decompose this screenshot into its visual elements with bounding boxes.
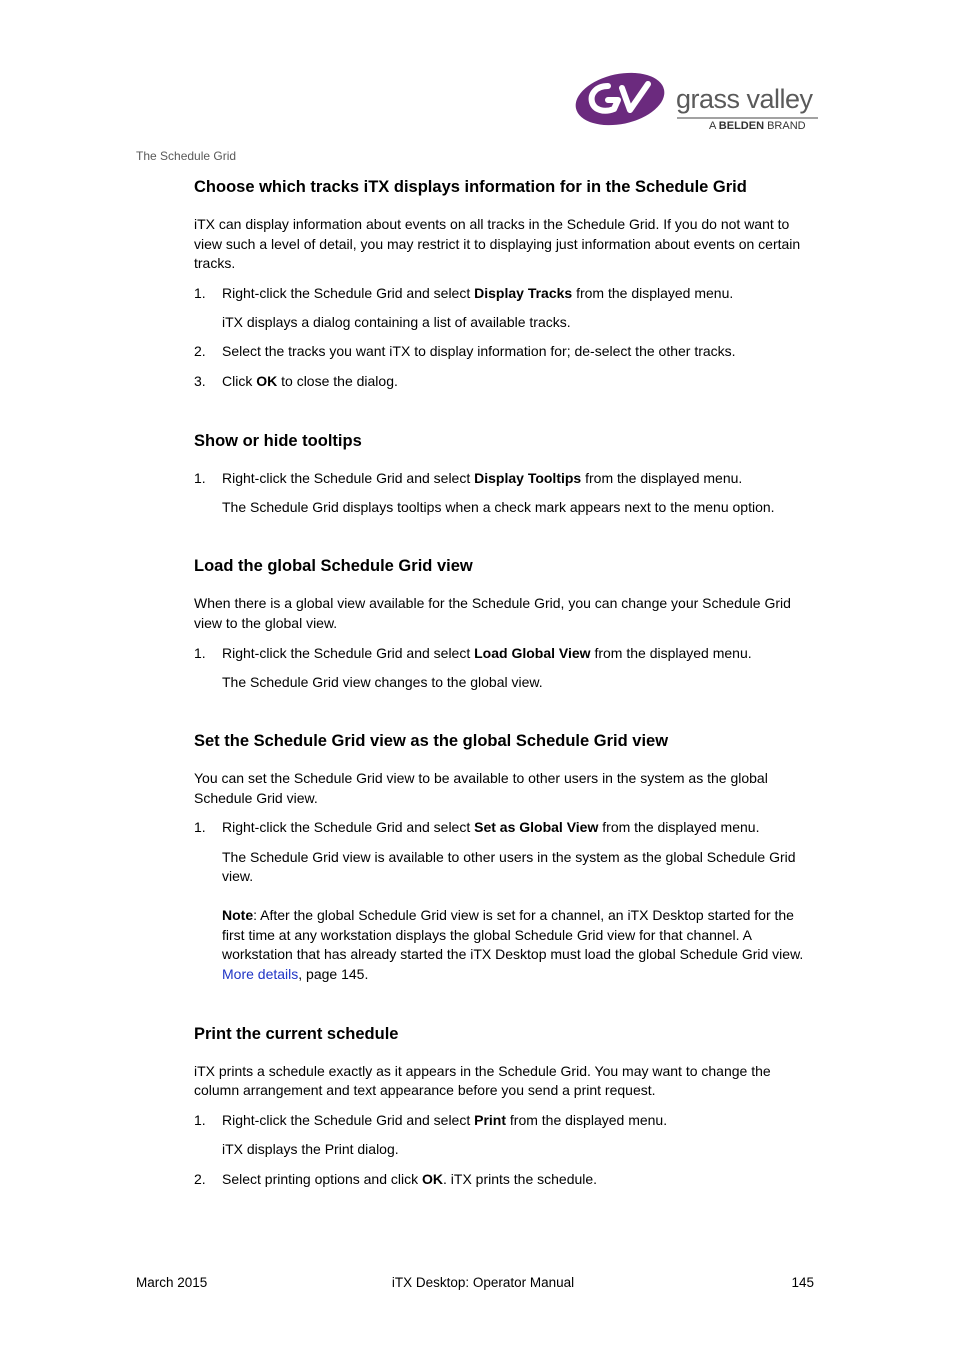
- menu-option-set-as-global-view: Set as Global View: [474, 819, 599, 836]
- tooltips-step-1-result: The Schedule Grid displays tooltips when a check mark appears next to the menu option.: [222, 498, 775, 515]
- section-title-set-global: Set the Schedule Grid view as the global Schedule Grid view: [194, 732, 669, 751]
- step-text-pre: Right-click the Schedule Grid and select: [222, 284, 475, 301]
- step-text: [222, 469, 819, 489]
- section-title-tracks: Choose which tracks iTX displays information for in the Schedule Grid: [194, 178, 747, 196]
- step-text-post: to close the dialog.: [277, 373, 398, 390]
- step-text-post: from the displayed menu.: [572, 284, 734, 301]
- step-text: [222, 644, 819, 664]
- logo-tagline-prefix: A: [709, 120, 716, 132]
- logo-tagline: [709, 120, 806, 132]
- tracks-step-2: [194, 342, 819, 362]
- step-number: 1.: [194, 469, 206, 486]
- step-number: 1.: [194, 819, 206, 836]
- ok-label: OK: [256, 373, 278, 390]
- note-page-ref: , page 145.: [298, 966, 369, 983]
- more-details-link[interactable]: More details: [222, 966, 299, 983]
- section-title-tooltips: Show or hide tooltips: [194, 431, 362, 450]
- logo-brand-text: grass valley: [676, 84, 813, 114]
- step-text-post: from the displayed menu.: [598, 819, 760, 836]
- print-step-1: [194, 1111, 819, 1131]
- print-step-2: [194, 1170, 819, 1190]
- step-text: [222, 818, 819, 838]
- page-content: [194, 176, 819, 1189]
- load-global-step-1: [194, 644, 819, 664]
- section-title-load-global: Load the global Schedule Grid view: [194, 557, 473, 576]
- step-text-post: from the displayed menu.: [590, 644, 752, 661]
- step-text-pre: Right-click the Schedule Grid and select: [222, 644, 475, 661]
- step-number: 2.: [194, 1170, 206, 1187]
- step-number: 1.: [194, 1111, 206, 1128]
- step-text-post: from the displayed menu.: [581, 469, 743, 486]
- step-text-pre: Click: [222, 373, 257, 390]
- step-number: 2.: [194, 343, 206, 360]
- footer-date: March 2015: [136, 1275, 208, 1290]
- footer-title: iTX Desktop: Operator Manual: [391, 1275, 575, 1290]
- step-text-pre: Right-click the Schedule Grid and select: [222, 819, 475, 836]
- load-global-step-1-result: The Schedule Grid view changes to the global view.: [222, 673, 543, 690]
- set-global-step-1: [194, 818, 819, 838]
- set-global-note: [222, 906, 819, 984]
- step-text-post: from the displayed menu.: [506, 1111, 668, 1128]
- step-text-pre: Right-click the Schedule Grid and select: [222, 469, 475, 486]
- logo-tagline-bold: BELDEN: [718, 120, 765, 132]
- step-number: 3.: [194, 373, 206, 390]
- step-text: [222, 1111, 819, 1131]
- print-intro: iTX prints a schedule exactly as it appears in the Schedule Grid. You may want to change the column arrangement and text appearance before you send a print request.: [194, 1062, 771, 1099]
- set-global-intro: You can set the Schedule Grid view to be available to other users in the system as the global Schedule Grid view.: [194, 770, 768, 806]
- step-text: [222, 1170, 819, 1190]
- note-text: : After the global Schedule Grid view is set for a channel, an iTX Desktop started for the first time at any workstation displays the global Schedule Grid view for that channel. A workstation that has already started the iTX Desktop must load the global Schedule Grid view.: [222, 907, 804, 963]
- step-text-pre: Right-click the Schedule Grid and select: [222, 1111, 475, 1128]
- step-text-pre: Select printing options and click: [222, 1170, 422, 1187]
- running-header: The Schedule Grid: [136, 149, 237, 163]
- step-text-post: . iTX prints the schedule.: [443, 1170, 598, 1187]
- step-number: 1.: [194, 644, 206, 661]
- menu-option-load-global-view: Load Global View: [474, 644, 591, 661]
- set-global-step-1-result: The Schedule Grid view is available to other users in the system as the global Schedule Grid view.: [222, 848, 796, 885]
- step-number: 1.: [194, 284, 206, 301]
- ok-label: OK: [422, 1170, 443, 1187]
- logo-tagline-suffix: BRAND: [767, 120, 806, 132]
- footer-page-number: 145: [791, 1275, 814, 1290]
- note-label: Note: [222, 907, 254, 924]
- step-text: [222, 372, 819, 392]
- step-text: Select the tracks you want iTX to display information for; de-select the other tracks.: [222, 343, 736, 360]
- tracks-step-1: [194, 284, 819, 304]
- grass-valley-logo: [574, 72, 820, 134]
- menu-option-print: Print: [474, 1111, 507, 1128]
- tooltips-step-1: [194, 469, 819, 489]
- print-step-1-result: iTX displays the Print dialog.: [222, 1140, 399, 1157]
- menu-option-display-tracks: Display Tracks: [474, 284, 573, 301]
- step-text: [222, 284, 819, 304]
- menu-option-display-tooltips: Display Tooltips: [474, 469, 582, 486]
- tracks-step-1-result: iTX displays a dialog containing a list of available tracks.: [222, 313, 571, 330]
- section-title-print: Print the current schedule: [194, 1024, 399, 1043]
- tracks-intro: iTX can display information about events on all tracks in the Schedule Grid. If you do not want to view such a level of detail, you may restrict it to displaying just information about events on certain tracks.: [194, 216, 801, 272]
- load-global-intro: When there is a global view available for the Schedule Grid, you can change your Schedule Grid view to the global view.: [194, 595, 791, 631]
- tracks-step-3: [194, 372, 819, 392]
